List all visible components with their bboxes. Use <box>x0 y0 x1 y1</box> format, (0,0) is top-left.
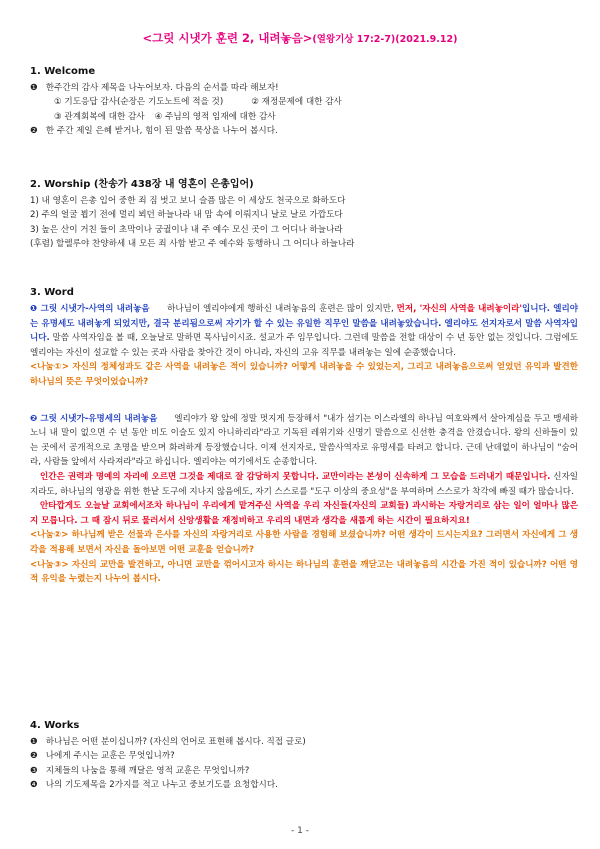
word-paragraph-4: 안타깝게도 오늘날 교회에서조차 하나님이 우리에게 맡겨주신 사역을 우리 자신들(자신의 교회들) 과시하는 자랑거리로 삼는 일이 얼마나 많은지 모릅니다. 그 때 잠시 뒤로 물러서서 신앙생활을 재정비하고 우리의 내면과 생각을 새롭게 하는 시간이 필요하지요! <box>30 501 578 526</box>
word-question-3: <나눔③> 자신의 교만을 발견하고, 아니면 교만을 꺾어시고자 하시는 하나님의 훈련을 깨닫고는 내려놓음의 시간을 가진 적이 있습니까? 어떤 영적 유익을 누렸는지 나누어 봅시다. <box>30 559 578 585</box>
welcome-item-2-text: 한 주간 제일 은혜 받거나, 힘이 된 말씀 묵상을 나누어 봅시다. <box>45 126 278 137</box>
works-item-2 <box>30 749 578 763</box>
word-paragraph-2 <box>30 412 578 470</box>
works-item-1 <box>30 735 578 749</box>
works-item-3 <box>30 764 578 778</box>
welcome-sub-3: ③ 관계회복에 대한 감사 <box>54 111 145 122</box>
word-paragraph-1 <box>30 302 578 360</box>
works-item-4-text: 나의 기도제목을 2가지를 적고 나누고 중보기도를 요청합시다. <box>45 780 278 791</box>
welcome-sub-row-1 <box>30 95 578 109</box>
word-p1-text-1: 하나님이 엘리야에게 행하신 내려놓음의 훈련은 많이 있지만, <box>167 304 397 314</box>
word-question-2: <나눔②> 하나님께 받은 선물과 은사를 자신의 자랑거리로 사용한 사람을 경험해 보셨습니까? 어떤 생각이 드시는지요? 그러면서 자신에게 그 생각을 적용해 보면서 자신을 돌아보면 어떤 교훈을 얻습니까? <box>30 530 578 555</box>
works-heading: 4. Works <box>30 720 80 731</box>
welcome-sub-2: ② 재정문제에 대한 감사 <box>251 97 342 108</box>
works-bullet-3-icon: ❸ <box>30 765 38 776</box>
works-section <box>30 720 578 793</box>
welcome-sub-4: ④ 주님의 영적 임재에 대한 감사 <box>154 111 276 122</box>
word-paragraph-3 <box>30 470 578 499</box>
welcome-item-1-text: 한주간의 감사 제목을 나누어보자. 다음의 순서를 따라 해보자! <box>45 83 279 93</box>
worship-verse-2: 2) 주의 얼굴 뵙기 전에 멀리 뵈던 하늘나라 내 맘 속에 이뤄지니 날로 날로 가깝도다 <box>30 210 343 221</box>
worship-verse-1: 1) 내 영혼이 은총 입어 중한 죄 짐 벗고 보니 슬픔 많은 이 세상도 천국으로 화하도다 <box>30 196 346 206</box>
word-question-1: <나눔①> 자신의 정체성과도 같은 사역을 내려놓은 적이 있습니까? 어떻게 내려놓을 수 있었는지, 그리고 내려놓음으로써 얻었던 유익과 발견한 하나님의 뜻은 무엇이었습니까? <box>30 362 578 387</box>
worship-chorus: (후렴) 할렐루야 찬양하세 내 모든 죄 사함 받고 주 예수와 동행하니 그 어디나 하늘나라 <box>30 239 355 250</box>
works-item-1-text: 하나님은 어떤 분이십니까? (자신의 언어로 표현해 봅시다. 직접 글로) <box>45 737 306 747</box>
works-item-3-text: 지체들의 나눔을 통해 깨달은 영적 교훈은 무엇입니까? <box>45 765 250 776</box>
word-point-1-label: ❶ 그릿 시냇가-사역의 내려놓음 <box>30 304 150 314</box>
word-p2-text-1: 엘리야가 왕 앞에 정말 멋지게 등장해서 "내가 섬기는 이스라엘의 하나님 여호와께서 살아계심을 두고 맹세하노니 내 말이 없으면 수 년 동안 비도 이슬도 있지 아니하리라"라고 기독된 레위기와 신명기 말씀으로 신선한 충격을 안겼습니다. 왕의 신하들이 있는 곳에서 공개적으로 초명을 받으며 화려하게 등장했습니다. 이제 선지자로, 말씀사역자로 유명세를 타려고 합니다. 근데 난데없이 하나님이 "숨어라, 사람들 앞에서 사라져라"라고 하십니다. 엘리야는 여기에서도 순종합니다. <box>30 413 578 468</box>
word-heading: 3. Word <box>30 287 74 298</box>
word-p2-text-2: 신자일지라도, 하나님의 영광을 위한 한낱 도구에 지나지 않음에도, 자기 스스로를 "도구 이상의 중요성"을 부여하며 스스로가 착각에 빠질 때가 많습니다. <box>30 471 578 497</box>
word-section <box>30 287 578 587</box>
page-title <box>0 30 600 46</box>
word-p1-blue-text: 입니다. 엘리야는 유명세도 내려놓게 되었지만, 결국 분리됨으로써 자기가 할 수 있는 유일한 직무인 말씀을 내려놓았습니다. 엘리야도 선지자로서 말씀 사역자입니다. <box>30 304 578 344</box>
page-number: - 1 - <box>291 826 309 836</box>
welcome-sub-row-2 <box>30 110 578 124</box>
welcome-item-1 <box>30 81 578 95</box>
word-p1-text-2: 말씀 사역자임을 볼 때, 오늘날로 말하면 목사님이시죠. 설교가 주 임무입니다. 그런데 말씀을 전할 대상이 수 년 동안 없는 것입니다. 그럼에도 엘리야는 자신이 설교할 수 있는 곳과 사람을 찾아간 것이 아니라, 자신의 고유 직무를 내려놓는 일에 순종했습니다. <box>30 333 578 358</box>
bullet-1-icon: ❶ <box>30 83 38 93</box>
word-p1-emphasis: 먼저, '자신의 사역을 내려놓이라' <box>396 304 523 314</box>
bullet-2-icon: ❷ <box>30 126 38 137</box>
works-bullet-2-icon: ❷ <box>30 751 38 762</box>
worship-verse-3: 3) 높은 산이 거친 들이 초막이나 궁궐이나 내 주 예수 모신 곳이 그 어디나 하늘나라 <box>30 224 343 235</box>
welcome-sub-1: ① 기도응답 감사(순장은 기도노트에 적을 것) <box>54 97 224 108</box>
welcome-heading: 1. Welcome <box>30 66 96 77</box>
worship-heading: 2. Worship (찬송가 438장 내 영혼이 은총입어) <box>30 179 254 190</box>
word-p2-red-1: 인간은 권력과 명예의 자리에 오르면 그것을 제대로 잘 감당하지 못합니다. 교만이라는 본성이 신속하게 그 모습을 드러내기 때문입니다. <box>40 471 551 482</box>
works-bullet-1-icon: ❶ <box>30 737 38 747</box>
welcome-section <box>30 66 578 139</box>
title-main: <그릿 시냇가 훈련 2, 내려놓음> <box>142 31 313 45</box>
worship-section <box>30 175 578 252</box>
works-bullet-4-icon: ❹ <box>30 780 38 791</box>
word-point-2-label: ❷ 그릿 시냇가-유명세의 내려놓음 <box>30 413 158 424</box>
works-item-4 <box>30 778 578 792</box>
welcome-item-2 <box>30 124 578 138</box>
works-item-2-text: 나에게 주시는 교훈은 무엇입니까? <box>45 751 175 762</box>
title-reference: (열왕기상 17:2-7)(2021.9.12) <box>312 34 458 45</box>
